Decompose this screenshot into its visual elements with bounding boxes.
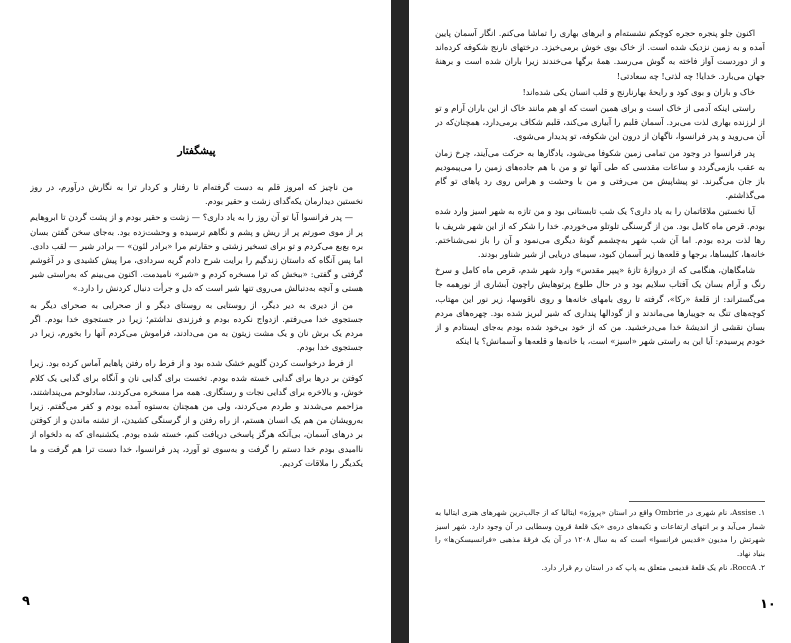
book-gutter [391,0,409,643]
page-number-right: ۱۰ [760,597,776,612]
paragraph: — پدر فرانسوا آیا تو آن روز را به یاد داری؟ — زشت و حقیر بودم و از پشت گردن تا ابروهایم پر از موی صورتم پر از ریش و پشم و نگاهم ترسیده و وحشت‌زده بود. به‌جای سخن گفتن بسان بره بع‌بع می‌کردم و تو برای تسخیر زشتی و حقارتم مرا «برادر لئون» — برادر شیر — لقب دادی. اما پس آنگاه که داستان زندگیم را برایت شرح دادم گریه سردادی، مرا پیش کشیدی و در آغوشم گرفتی و گفتی: «ببخش که ترا مسخره کردم و «شیر» نامیدمت. اکنون می‌بینم که به‌راستی شیر هستی و آنچه به‌دنبالش می‌روی تنها شیر است که دل و جرأت دنبال کردنش را دارد.» [30,212,363,294]
page-number-left: ۹ [22,594,30,609]
left-page [0,0,391,643]
paragraph: من از دیری به دیر دیگر، از روستایی به روستای دیگر و از صحرایی به صحرای دیگر به جستجوی خدا می‌رفتم. ازدواج نکرده بودم و فرزندی نداشتم؛ زیرا در جستجوی خدا بودم. اگر مردم یک برش نان و یک مشت زیتون به من می‌دادند، فراموش می‌کردم آنها را بخورم، زیرا در جستجوی خدا بودم. [30,299,363,353]
paragraph: شامگاهان، هنگامی که از دروازهٔ تازهٔ «پیپر مقدس» وارد شهر شدم، قرص ماه کامل و سرخ رنگ و آرام بسان یک آفتاب سلایم بود و در حال طلوع پرتوهایش راچون آبشاری از نورهمه جا می‌گستراند: از قلعهٔ «رکا»، گرفته تا روی بامهای خانه‌ها و روی ناقوسها، زیر نور این مهتاب، کوچه‌های تنگ به جویبارها می‌ماندند و از گودالها پنداری که شیر لبریز شده بود. چهره‌های مردم بسان نقشی از اندیشهٔ خدا می‌درخشید. من که از خود بی‌خود شده بودم به‌جای ایستادم و از خودم پرسیدم: آیا این به راستی شهر «اسیز» است، با خانه‌ها و قلعه‌ها و آسمانش؟ یا اینکه [435,265,765,347]
paragraph: از فرط درخواست کردن گلویم خشک شده بود و از فرط راه رفتن پاهایم آماس کرده بود. زیرا کوفتن بر درها برای گدایی خسته شده بودم. تخست برای گدایی نان و آنگاه برای گدایی یک کلام خوش، و بالاخره برای گدایی نجات و رستگاری. همه مرا مسخره می‌کردند، سادلوحم می‌پنداشتند، مزاحمم می‌شدند و طردم می‌کردند، ولی من همچنان به‌ستوه آمده بودم و کفر می‌گفتم. زیرا به‌رویشان من هم یک انسان هستم، از راه رفتن و از گرسنگی کشیدن، از تشنه ماندن و از کوفتن بر درهای آسمان، بی‌آنکه هرگز پاسخی دریافت کنم، خسته شده بودم. یکشنبه‌ای که به دلخواه از ناامیدی بودم خدا دستم را گرفت و به‌سوی تو آورد، پدر فرانسوا، خدا دست ترا هم گرفت و ما یکدیگر را ملاقات کردیم. [30,358,363,468]
right-page-body [435,26,765,500]
paragraph: راستی اینکه آدمی از خاک است و برای همین است که او هم مانند خاک از این باران آرام و تو از لرزنده بهاری لذت می‌برد. آسمان قلبم را آبیاری می‌کند، قلبم شکاف برمی‌دارد، همچنان‌که در آن می‌روید و پدر فرانسوا، ناگهان از درون این شکوفه، تو پدیدار می‌شوی. [435,103,765,142]
right-page [409,0,791,643]
paragraph: آیا نخستین ملاقاتمان را به یاد داری؟ یک شب تابستانی بود و من تازه به شهر اسیز وارد شده بودم. قرص ماه کامل بود. من از گرسنگی تلوتلو می‌خوردم. خدا را شکر که از این شهر شریف با رها لذت برده بودم. اما آن شب شهر به‌چشمم گونهٔ دیگری می‌نمود و آن را باز نمی‌شناختم. خانه‌ها، کلیساها، برجها و قلعه‌ها زیر آسمان کبود، سیمای دریایی از شیر شناور بودند. [435,206,765,260]
chapter-title: پیشگفتار [177,145,216,157]
paragraph: اکنون جلو پنجره حجره کوچکم نشسته‌ام و ابرهای بهاری را تماشا می‌کنم. انگار آسمان پایین آمده و به زمین نزدیک شده است. از خاک بوی خوش برمی‌خیزد. درختهای نارنج شکوفه کرده‌اند و از دوردست آواز فاخته به گوش می‌رسد. همهٔ برگها می‌خندند زیرا باران شده است و برهنهٔ جهان می‌بارد. خدایا! چه لذتی! چه سعادتی! [435,28,765,81]
paragraph: من ناچیز که امروز قلم به دست گرفته‌ام تا رفتار و کردار ترا به نگارش درآورم، در روز نخستین دیدارمان یکه‌گدای زشت و حقیر بودم. [30,182,363,207]
footnotes [435,506,765,586]
left-page-body [30,180,363,605]
footnote: ۲. RoccA، نام یک قلعهٔ قدیمی متعلق به پاپ که در استان رم قرار دارد. [541,563,765,572]
paragraph: پدر فرانسوا در وجود من تمامی زمین شکوفا می‌شود، یادگارها به حرکت می‌آیند، چرخ زمان به عقب بازمی‌گردد و ساعات مقدسی که طی آنها تو و من با هم جاده‌های زمین را می‌پیمودیم باز جان می‌گیرند. تو پیشاپیش من می‌رفتی و من با وحشت و هراس روی رد پاهای تو گام می‌گذاشتم. [435,147,765,201]
footnote: ۱. Assise، نام شهری در Ombrie واقع در استان «پروژه» ایتالیا که از جالب‌ترین شهرهای هنری ایتالیا به شمار می‌آید و بر انتهای ارتفاعات و تکیه‌های دره‌ی «یک قلعهٔ قرون وسطایی در آن وجود دارد. شهر اسیز شهرتش را مدیون «قدیس فرانسوا» است که به سال ۱۲۰۸ در آن یک فرقهٔ مذهبی «فرانسیسکن‌ها» را بنیاد نهاد. [435,508,765,558]
footnote-divider [629,501,765,502]
paragraph: خاک و باران و بوی کود و رایحهٔ بهارنارنج و قلب انسان یکی شده‌اند! [522,86,755,97]
